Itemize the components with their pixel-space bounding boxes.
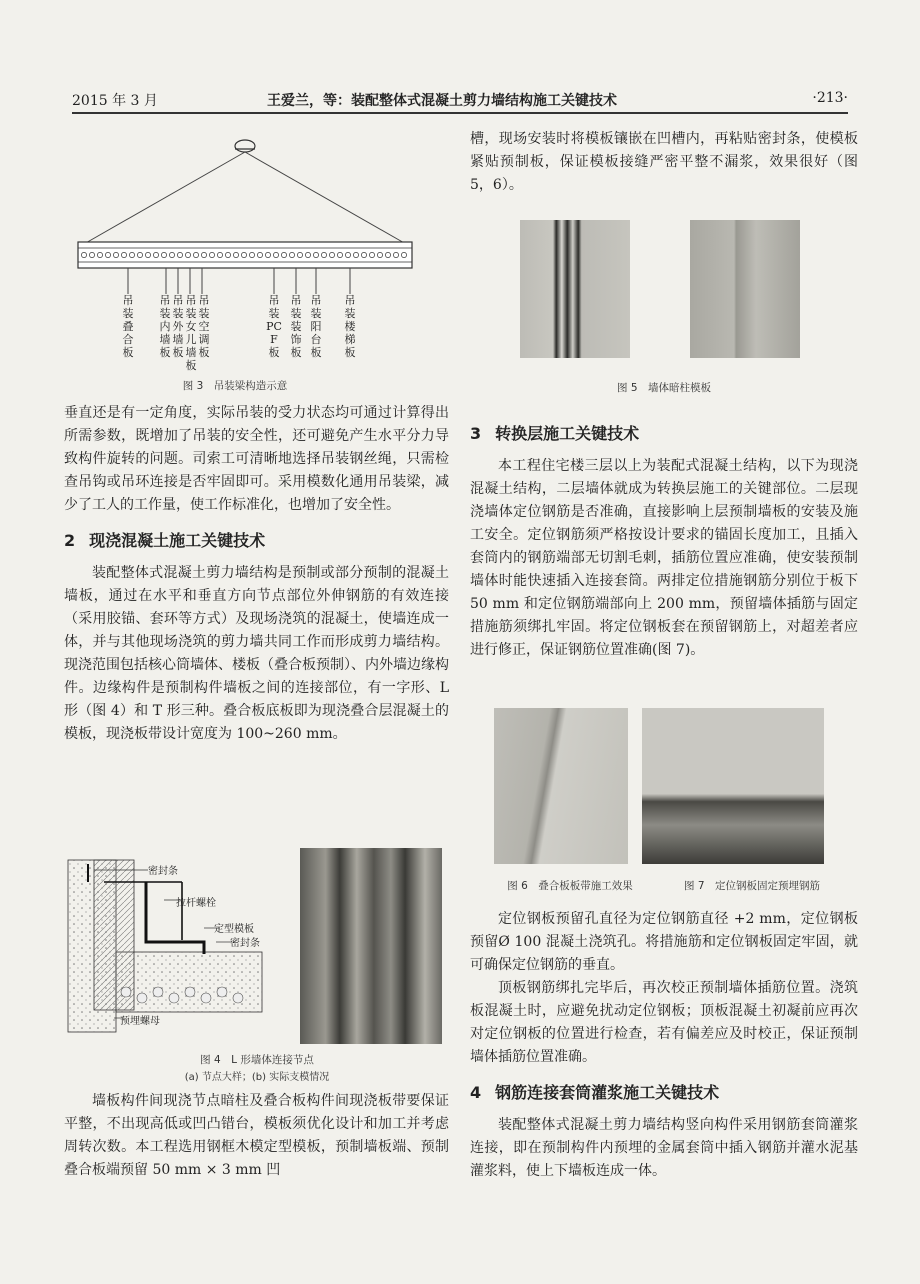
right-paragraph-5: 装配整体式混凝土剪力墙结构竖向构件采用钢筋套筒灌浆连接，即在预制构件内预埋的金属套筒中插入钢筋并灌水泥基灌浆料，使上下墙板连成一体。 [470,1117,858,1179]
right-paragraph-4: 顶板钢筋绑扎完毕后，再次校正预制墙体插筋位置。浇筑板混凝土时，应避免扰动定位钢板；顶板混凝土初凝前应再次对定位钢板的位置进行检查，若有偏差应及时校正，保证预制墙体插筋位置准确。 [470,980,858,1065]
right-paragraph-3: 定位钢板预留孔直径为定位钢筋直径 +2 mm，定位钢板预留Ø 100 混凝土浇筑孔。将措施筋和定位钢板固定牢固，就可确保定位钢筋的垂直。 [470,911,858,973]
fig3-label-2: 吊装内墙板 [159,294,171,359]
fig4-label-formwork: 定型模板 [214,924,254,935]
fig3-label-5: 吊装空调板 [198,294,210,359]
fig4-label-seal-2: 密封条 [230,938,260,949]
left-paragraph-1: 垂直还是有一定角度，实际吊装的受力状态均可通过计算得出所需参数，既增加了吊装的安全性，还可避免产生水平分力导致构件旋转的问题。司索工可清晰地选择吊装钢丝绳，只需检查吊钩或吊环连接是否牢固即可。采用模数化通用吊装梁，减少了工人的工作量，使工作标准化，也增加了安全性。 [64,405,449,513]
right-column-top [470,128,858,197]
section-3-heading [470,422,858,445]
figure-4 [64,842,450,1082]
fig3-label-6: 吊装PCF板 [266,294,282,359]
section-4-number: 4 [470,1083,482,1102]
fig4-label-embedded-nut: 预埋螺母 [120,1016,160,1027]
left-paragraph-2: 装配整体式混凝土剪力墙结构是预制或部分预制的混凝土墙板，通过在水平和垂直方向节点部位外伸钢筋的有效连接（采用胶锚、套环等方式）及现场浇筑的混凝土，使墙连成一体，并与其他现场浇筑的剪力墙共同工作而形成剪力墙结构。现浇范围包括核心筒墙体、楼板（叠合板预制）、内外墙边缘构件。边缘构件是预制构件墙板之间的连接部位，有一字形、L 形（图 4）和 T 形三种。叠合板底板即为现浇叠合层混凝土的模板，现浇板带设计宽度为 100~260 mm。 [64,565,449,742]
fig5-photo-left [520,220,630,358]
fig7-caption: 图 7 定位钢板固定预埋钢筋 [683,880,821,892]
fig3-label-4: 吊装女儿墙板 [185,294,197,372]
fig3-caption: 图 3 吊装梁构造示意 [182,380,288,392]
header-date: 2015 年 3 月 [72,93,158,109]
fig6-photo [494,708,628,864]
section-4-heading [470,1081,858,1104]
fig3-label-8: 吊装阳台板 [310,294,322,359]
section-2-number: 2 [64,531,76,550]
section-4-title: 钢筋连接套筒灌浆施工关键技术 [495,1083,720,1102]
fig4-label-seal-1: 密封条 [148,866,178,877]
fig3-label-9: 吊装楼梯板 [344,294,356,359]
header-title: 王爱兰，等：装配整体式混凝土剪力墙结构施工关键技术 [267,93,617,109]
header-page-number: ·213· [812,90,848,106]
fig5-caption: 图 5 墙体暗柱模板 [616,382,712,394]
section-2-title: 现浇混凝土施工关键技术 [89,531,266,550]
fig4-subcaption: (a) 节点大样；(b) 实际支模情况 [184,1072,330,1083]
fig4-caption: 图 4 L 形墙体连接节点 [200,1054,314,1066]
section-2-heading [64,529,449,552]
right-column-middle [470,410,858,662]
fig3-label-1: 吊装叠合板 [122,294,134,359]
right-paragraph-2: 本工程住宅楼三层以上为装配式混凝土结构，以下为现浇混凝土结构，二层墙体就成为转换层施工的关键部位。二层现浇墙体定位钢筋是否准确，直接影响上层预制墙板的安装及施工安全。定位钢筋须严格按设计要求的锚固长度加工，且插入套筒内的钢筋端部无切割毛刺，插筋位置应准确，使安装预制墙体时能快速插入连接套筒。两排定位措施钢筋分别位于板下 50 mm 和定位钢筋端部向上 200 mm，预留墙体插筋与固定措施筋须绑扎牢固。将定位钢板套在预留钢筋上，对超差者应进行修正，保证钢筋位置准确(图 7)。 [470,458,858,658]
section-3-title: 转换层施工关键技术 [495,424,640,443]
right-paragraph-1: 槽，现场安装时将模板镶嵌在凹槽内，再粘贴密封条，使模板紧贴预制板，保证模板接缝严密平整不漏浆，效果很好（图 5，6）。 [470,131,858,193]
left-column-bottom [64,1090,449,1182]
left-paragraph-3: 墙板构件间现浇节点暗柱及叠合板构件间现浇板带要保证平整，不出现高低或凹凸错台，模板须优化设计和加工并考虑周转次数。本工程选用钢框木模定型模板，预制墙板端、预制叠合板端预留 50 mm × 3 mm 凹 [64,1093,449,1178]
running-header [72,88,848,114]
fig5-photo-right [690,220,800,358]
fig6-caption: 图 6 叠合板板带施工效果 [507,880,633,892]
figure-3 [70,134,450,396]
section-3-number: 3 [470,424,482,443]
fig3-label-3: 吊装外墙板 [172,294,184,359]
fig4-photo-formwork [300,848,442,1044]
left-column [64,402,449,746]
fig4-label-tie-bolt: 拉杆螺栓 [176,898,216,909]
fig3-label-7: 吊装装饰板 [290,294,302,359]
fig7-photo [642,708,824,864]
right-column-bottom [470,908,858,1183]
